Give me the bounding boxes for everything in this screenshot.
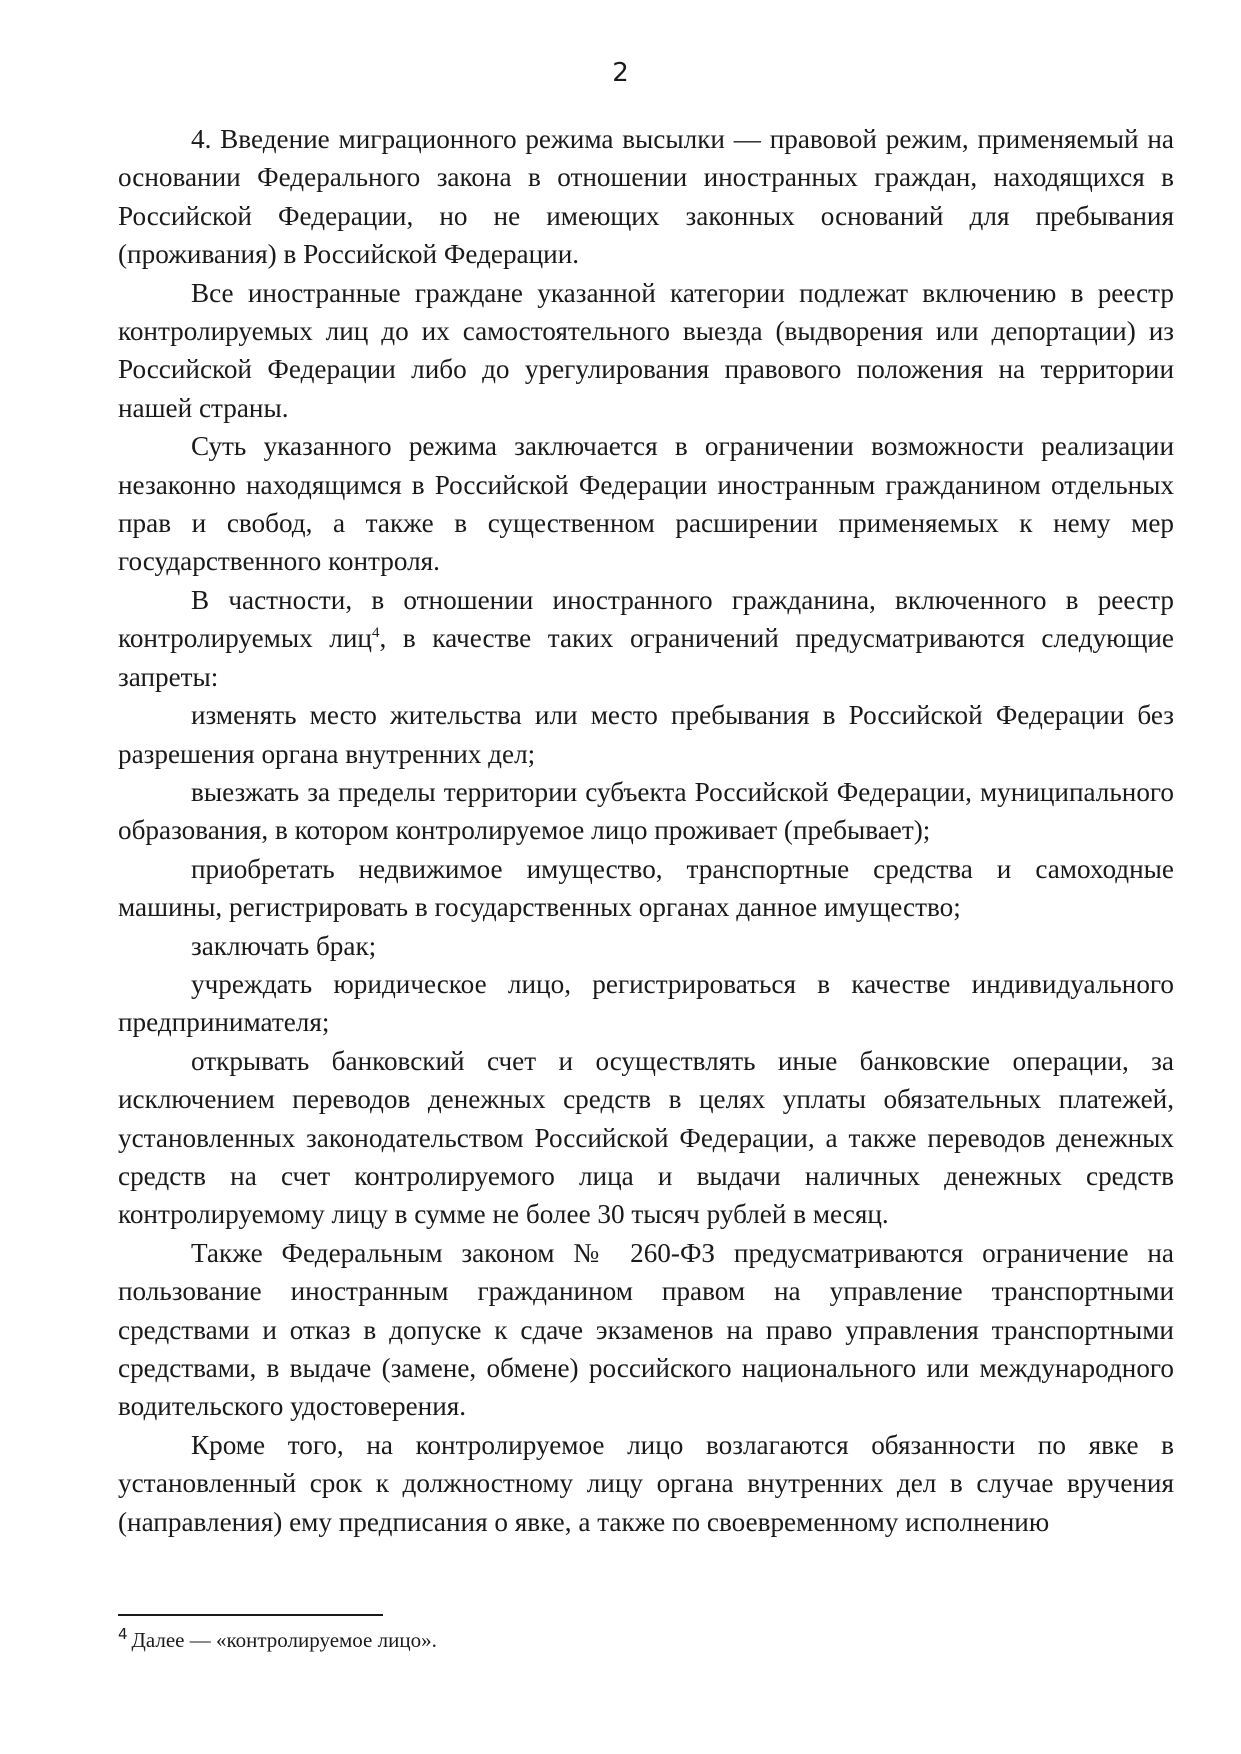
prohibition-acquire-property: приобретать недвижимое имущество, транспортные средства и самоходные машины, регистрировать в государственных органах данное имущество; [118,853,1174,923]
footnote-reference: 4 [371,625,380,642]
page-number: 2 [612,58,629,88]
paragraph-regime-essence: Суть указанного режима заключается в ограничении возможности реализации незаконно находящимся в Российской Федерации иностранным гражданином отдельных прав и свобод, а также в существенном расширении применяемых к нему мер государственного контроля. [118,431,1174,577]
paragraph-prohibitions-intro [118,581,1174,696]
paragraph-registry-inclusion: Все иностранные граждане указанной категории подлежат включению в реестр контролируемых лиц до их самостоятельного выезда (выдворения или депортации) из Российской Федерации либо до урегулирования правового положения на территории нашей страны. [118,277,1174,423]
footnote-mark: 4 [118,1625,128,1643]
paragraph-migration-regime: 4. Введение миграционного режима высылки — правовой режим, применяемый на основании Федерального закона в отношении иностранных граждан, находящихся в Российской Федерации, но не имеющих законных оснований для пребывания (проживания) в Российской Федерации. [118,124,1174,270]
footnote-separator [118,1614,383,1616]
prohibition-change-residence: изменять место жительства или место пребывания в Российской Федерации без разрешения органа внутренних дел; [118,700,1174,769]
paragraph-driving-restrictions: Также Федеральным законом № 260-ФЗ предусматриваются ограничение на пользование иностранным гражданином правом на управление транспортными средствами и отказ в допуске к сдаче экзаменов на право управления транспортными средствами, в выдаче (замене, обмене) российского национального или международного водительского удостоверения. [118,1237,1174,1422]
prohibition-bank-operations: открывать банковский счет и осуществлять иные банковские операции, за исключением переводов денежных средств в целях уплаты обязательных платежей, установленных законодательством Российской Федерации, а также переводов денежных средств на счет контролируемого лица и выдачи наличных денежных средств контролируемому лицу в сумме не более 30 тысяч рублей в месяц. [118,1045,1174,1230]
paragraph-prohibitions-intro-text: В частности, в отношении иностранного гражданина, включенного в реестр контролируемых лиц [118,584,1174,654]
prohibition-establish-entity: учреждать юридическое лицо, регистрироваться в качестве индивидуального предпринимателя; [118,968,1174,1038]
document-body [118,120,1174,1541]
paragraph-prohibitions-intro-continuation: , в качестве таких ограничений предусматриваются следующие запреты: [118,623,1174,692]
footnote [118,1626,1174,1654]
paragraph-obligations: Кроме того, на контролируемое лицо возлагаются обязанности по явке в установленный срок к должностному лицу органа внутренних дел в случае вручения (направления) ему предписания о явке, а также по своевременному исполнению [118,1429,1174,1537]
prohibition-leave-territory: выезжать за пределы территории субъекта Российской Федерации, муниципального образования, в котором контролируемое лицо проживает (пребывает); [118,776,1174,846]
footnote-text: Далее — «контролируемое лицо». [131,1628,437,1652]
prohibition-marriage: заключать брак; [191,930,377,961]
